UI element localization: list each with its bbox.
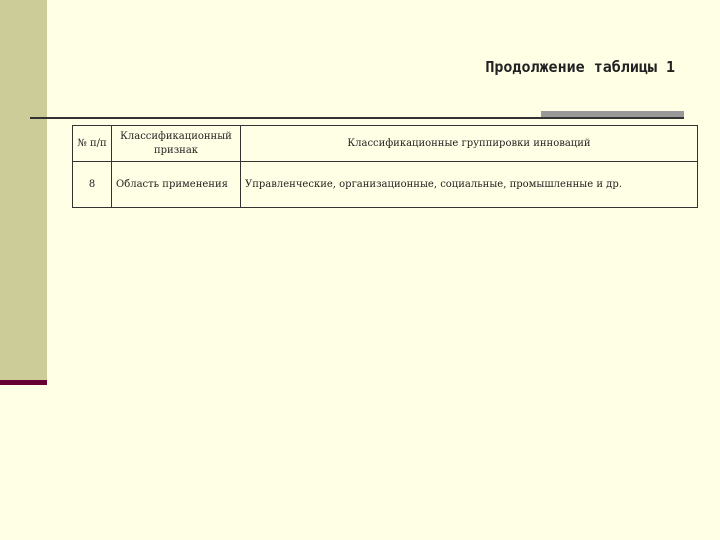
table-header-row: [73, 126, 698, 162]
table-row: [73, 162, 698, 208]
row-classification-groups: Управленческие, организационные, социальные, промышленные и др.: [241, 162, 698, 208]
row-classification-sign: Область применения: [112, 162, 241, 208]
title-underline-rule: [30, 117, 684, 119]
classification-table: [72, 125, 698, 208]
left-decorative-bar: [0, 0, 47, 380]
header-classification-sign: Классификационный признак: [112, 126, 241, 162]
slide-title: Продолжение таблицы 1: [485, 58, 675, 76]
row-number: 8: [73, 162, 112, 208]
header-number: № п/п: [73, 126, 112, 162]
left-bar-base-line: [0, 380, 47, 385]
header-classification-groups: Классификационные группировки инноваций: [241, 126, 698, 162]
